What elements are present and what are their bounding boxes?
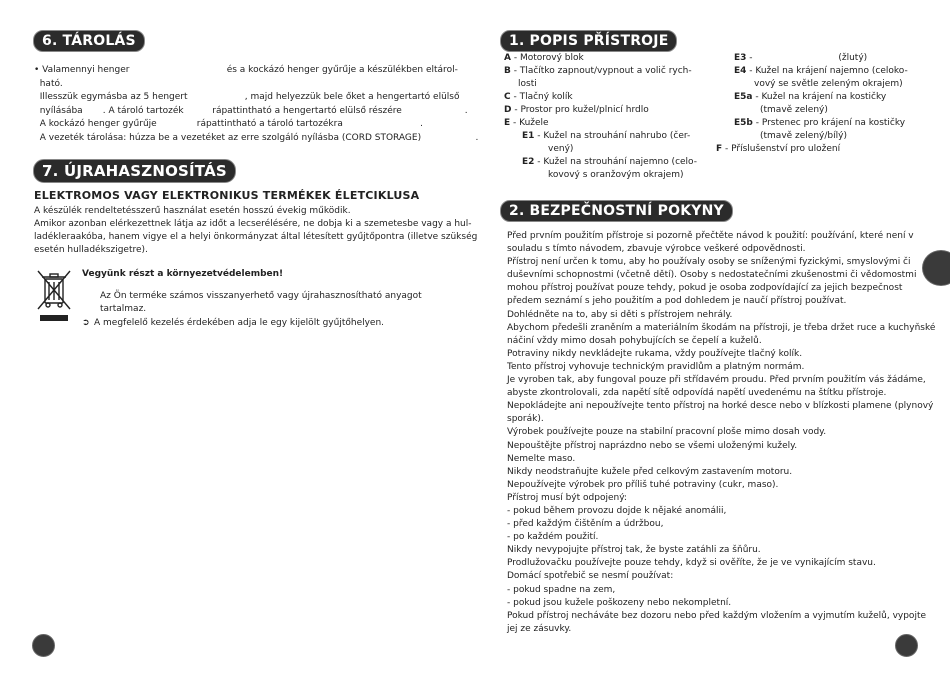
text-line: A vezeték tárolása: húzza be a vezetéket az erre szolgáló nyílásba (CORD STORAGE) .	[34, 132, 479, 143]
part-list-item	[504, 52, 704, 65]
part-desc: - Kužel na krájení najemno (celoko-	[746, 66, 908, 76]
part-desc: - Příslušenství pro uložení	[722, 144, 841, 154]
safety-instructions	[507, 230, 936, 636]
text-line: Nikdy neodstraňujte kužele před celkovým zastavením motoru.	[507, 466, 793, 477]
section-7-title: 7. ÚJRAHASZNOSÍTÁS	[33, 159, 236, 183]
text-line: Az Ön terméke számos visszanyerhető vagy újrahasznosítható anyagot	[100, 291, 422, 301]
part-list-item	[716, 52, 916, 65]
part-key: C	[504, 92, 511, 102]
text-line: - před každým čištěním a údržbou,	[507, 519, 664, 530]
part-key: F	[716, 144, 723, 154]
text-line: nyílásába . A tároló tartozék rápattintható a hengertartó elülső részére .	[34, 105, 468, 116]
arrow-bullet-icon: ➲	[82, 318, 90, 328]
part-desc: - Kužel na krájení na kostičky	[752, 92, 887, 102]
part-list-item	[504, 169, 704, 182]
text-line: Potraviny nikdy nevkládejte rukama, vždy používejte tlačný kolík.	[507, 348, 803, 359]
text-line: předem seznámí s jeho použitím a pod dohledem je naučí přístroj používat.	[507, 296, 847, 307]
text-line: A készülék rendeltetésszerű használat esetén hosszú évekig működik.	[34, 206, 351, 216]
text-line: Před prvním použitím přístroje si pozorně přečtěte návod k použití: používání, které není v	[507, 231, 914, 241]
part-list-item	[504, 130, 704, 143]
lifecycle-paragraph	[34, 205, 478, 257]
part-list-item	[716, 117, 916, 130]
lifecycle-subtitle: ELEKTROMOS VAGY ELEKTRONIKUS TERMÉKEK ÉLETCIKLUSA	[34, 189, 420, 202]
part-list-item	[504, 117, 704, 130]
text-line: Tento přístroj vyhovuje technickým pravidlům a platným normám.	[507, 361, 805, 372]
part-list-item	[504, 78, 704, 91]
part-desc: - Prostor pro kužel/plnicí hrdlo	[511, 105, 649, 115]
text-line: Přístroj není určen k tomu, aby ho používaly osoby se sníženými fyzickými, smyslovými či	[507, 257, 911, 268]
environment-title: Vegyünk részt a környezetvédelemben!	[82, 269, 284, 279]
text-line: Je vyroben tak, aby fungoval pouze při střídavém proudu. Před prvním použitím vás žádáme,	[507, 375, 926, 386]
text-line: Přístroj musí být odpojený:	[507, 492, 627, 503]
part-key: B	[504, 66, 511, 76]
part-desc: - Tlačítko zapnout/vypnout a volič rych-	[510, 66, 692, 76]
text-line: náčiní vždy mimo dosah pohybujících se čepelí a kuželů.	[507, 335, 762, 346]
text-line: Dohlédněte na to, aby si děti s přístrojem nehrály.	[507, 309, 733, 320]
text-line: Abychom předešli zraněním a materiálním škodám na přístroji, je třeba držet ruce a kuchyňské	[507, 322, 936, 333]
text-line: Výrobek používejte pouze na stabilní pracovní ploše mimo dosah vody.	[507, 427, 827, 438]
part-key: D	[504, 105, 512, 115]
part-list-item	[504, 91, 704, 104]
part-list-item	[504, 104, 704, 117]
text-line: jej ze zásuvky.	[507, 623, 572, 634]
environment-last-text: A megfelelő kezelés érdekében adja le egy kijelölt gyűjtőhelyen.	[94, 318, 385, 328]
part-list-item	[716, 78, 916, 91]
part-list-item	[716, 91, 916, 104]
text-line: Pokud přístroj necháváte bez dozoru nebo před každým vložením a vyjmutím kuželů, vypojte	[507, 610, 927, 621]
text-line: Nepokládejte ani nepoužívejte tento přístroj na horké desce nebo v blízkosti plamene (plynový	[507, 401, 934, 412]
text-line: - po každém použití.	[507, 532, 599, 543]
text-line: Prodlužovačku používejte pouze tehdy, když si ověříte, že je ve vynikajícím stavu.	[507, 558, 876, 569]
weee-bin-icon	[36, 268, 72, 324]
part-desc: - Tlačný kolík	[510, 92, 573, 102]
part-desc: - Kužele	[510, 118, 549, 128]
part-key: E5b	[734, 118, 753, 128]
text-line: Domácí spotřebič se nesmí používat:	[507, 571, 674, 582]
part-desc: (tmavě zelený)	[760, 105, 828, 115]
part-desc: (tmavě zelený/bílý)	[760, 131, 847, 141]
part-key: E1	[522, 131, 535, 141]
parts-list-col1	[504, 52, 704, 182]
text-line: A kockázó henger gyűrűje rápattintható a tároló tartozékra .	[34, 119, 423, 129]
text-line: - pokud spadne na zem,	[507, 584, 616, 595]
text-line: - pokud jsou kužele poškozeny nebo nekompletní.	[507, 597, 732, 608]
part-desc: - Motorový blok	[510, 53, 584, 63]
part-list-item	[504, 65, 704, 78]
part-list-item	[716, 143, 916, 156]
part-key: E5a	[734, 92, 753, 102]
section-6-body	[34, 64, 479, 145]
section-1-title: 1. POPIS PŘÍSTROJE	[500, 30, 677, 52]
part-desc: - Kužel na strouhání nahrubo (čer-	[534, 131, 691, 141]
text-line: • Valamennyi henger és a kockázó henger gyűrűje a készülékben eltárol-	[34, 65, 458, 75]
text-line: souladu s tímto návodem, zbavuje výrobce veškeré odpovědnosti.	[507, 244, 806, 255]
environment-last-line	[82, 317, 384, 330]
page-number-right-badge	[895, 634, 918, 657]
text-line: duševními schopnostmi (včetně dětí). Osoby s nedostatečními zkušenostmi či vědomostmi	[507, 270, 917, 281]
part-list-item	[504, 156, 704, 169]
text-line: abyste zkontrolovali, zda napětí sítě odpovídá napětí uvedenému na štítku přístroje.	[507, 388, 887, 399]
text-line: sporák).	[507, 414, 544, 425]
text-line: Nikdy nevypojujte přístroj tak, že byste zatáhli za šňůru.	[507, 545, 761, 556]
text-line: Nepouštějte přístroj naprázdno nebo se všemi uloženými kužely.	[507, 440, 798, 451]
part-key: E	[504, 118, 511, 128]
part-desc: kovový s oranžovým okrajem)	[548, 170, 684, 180]
text-line: Nemelte maso.	[507, 453, 576, 464]
part-desc: vený)	[548, 144, 574, 154]
text-line: - pokud během provozu dojde k nějaké anomálii,	[507, 505, 727, 516]
text-line: tartalmaz.	[100, 304, 147, 314]
part-list-item	[716, 65, 916, 78]
text-line: esetén hulladékszigetre).	[34, 245, 148, 255]
environment-lines	[100, 290, 460, 316]
part-desc: losti	[518, 79, 537, 89]
part-key: E3	[734, 53, 747, 63]
part-key: A	[504, 53, 511, 63]
side-tab-marker	[922, 250, 950, 286]
part-desc: - Prstenec pro krájení na kostičky	[752, 118, 906, 128]
text-line: ladékleraakóba, hanem vigye el a helyi önkormányzat által létesített gyűjtőpontra (illetve szükség	[34, 232, 478, 242]
section-2-title: 2. BEZPEČNOSTNÍ POKYNY	[500, 200, 733, 222]
part-key: E4	[734, 66, 747, 76]
part-desc: - Kužel na strouhání najemno (celo-	[534, 157, 697, 167]
text-line: ható.	[34, 78, 63, 89]
part-list-item	[504, 143, 704, 156]
page-number-left-badge	[32, 634, 55, 657]
part-list-item	[716, 104, 916, 117]
parts-list-col2	[716, 52, 916, 156]
text-line: Nepoužívejte výrobek pro příliš tuhé potraviny (cukr, maso).	[507, 479, 779, 490]
part-list-item	[716, 130, 916, 143]
text-line: mohou přístroj používat pouze tehdy, pokud je osoba zodpovídající za jejich bezpečnost	[507, 283, 903, 294]
part-key: E2	[522, 157, 535, 167]
section-6-title: 6. TÁROLÁS	[33, 30, 145, 52]
text-line: Illesszük egymásba az 5 hengert , majd helyezzük bele őket a hengertartó elülső	[34, 92, 460, 102]
part-desc: vový se světle zeleným okrajem)	[754, 79, 903, 89]
part-desc: - (žlutý)	[746, 53, 868, 63]
text-line: Amikor azonban elérkezettnek látja az időt a lecserélésére, ne dobja ki a szemetesbe vagy a hul-	[34, 219, 472, 229]
